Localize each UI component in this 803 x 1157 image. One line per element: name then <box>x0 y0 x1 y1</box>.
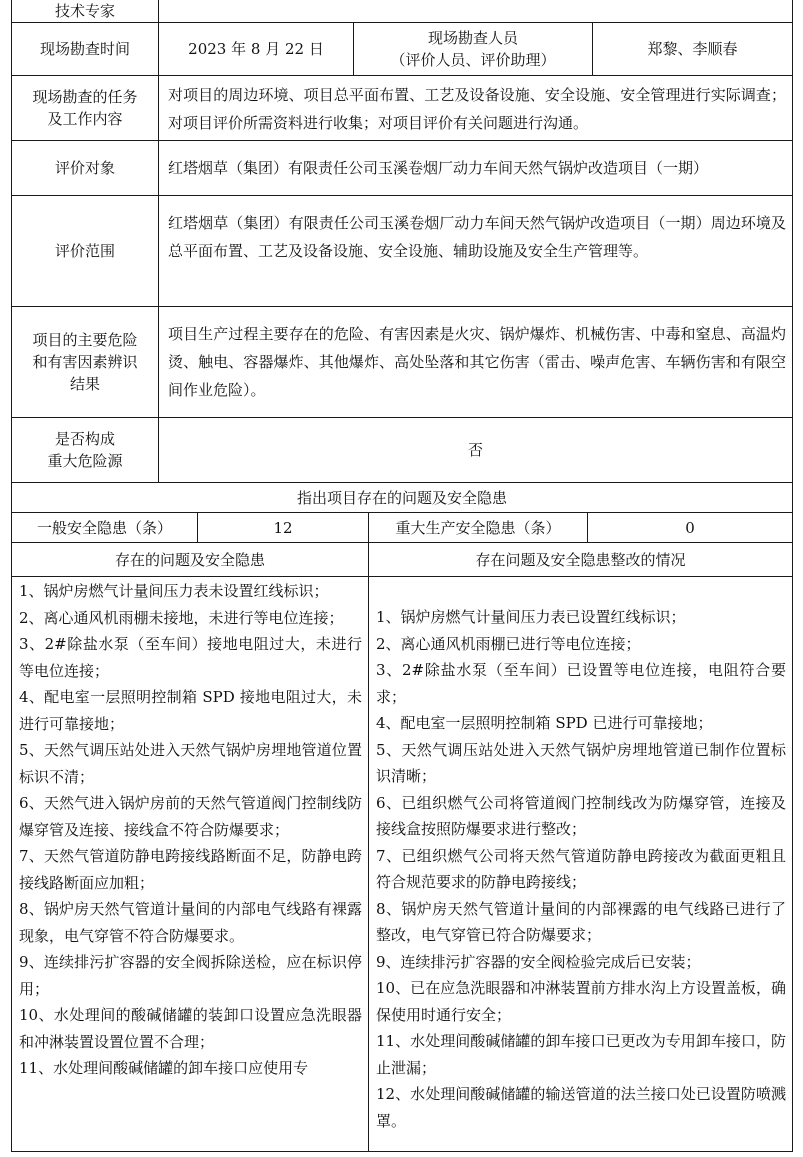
expert-label: 技术专家 <box>54 2 115 20</box>
list-item: 7、已组织燃气公司将天然气管道防静电跨接改为截面更粗且符合规范要求的防静电跨接线； <box>376 846 786 891</box>
major-hazard-count-label: 重大生产安全隐患（条） <box>395 518 561 537</box>
survey-time-label: 现场勘查时间 <box>39 40 130 58</box>
list-item: 8、锅炉房天然气管道计量间的内部裸露的电气线路已进行了整改，电气穿管已符合防爆要求； <box>376 899 786 944</box>
major-hazard-value: 否 <box>467 441 483 459</box>
list-item: 9、连续排污扩容器的安全阀拆除送检，应在标识停用； <box>19 953 362 998</box>
survey-staff-label: 现场勘查人员 （评价人员、评价助理） <box>390 29 556 69</box>
list-item: 2、离心通风机雨棚已进行等电位连接； <box>376 634 641 653</box>
general-hazard-count: 12 <box>273 518 293 537</box>
problems-column-header: 存在的问题及安全隐患 <box>114 550 265 569</box>
list-item: 3、2#除盐水泵（至车间）已设置等电位连接，电阻符合要求； <box>376 661 786 706</box>
list-item: 11、水处理间酸碱储罐的卸车接口已更改为专用卸车接口，防止泄漏； <box>376 1032 786 1077</box>
list-item: 6、天然气进入锅炉房前的天然气管道阀门控制线防爆穿管及连接、接线盒不符合防爆要求； <box>19 794 362 839</box>
list-item: 7、天然气管道防静电跨接线路断面不足，防静电跨接线路断面应加粗； <box>19 847 362 892</box>
major-hazard-count: 0 <box>685 518 695 537</box>
fixes-column-header: 存在问题及安全隐患整改的情况 <box>475 550 686 569</box>
task-label: 现场勘查的任务 及工作内容 <box>32 88 138 128</box>
evaluation-object-label: 评价对象 <box>54 159 115 177</box>
problems-list <box>19 578 362 1082</box>
list-item: 11、水处理间酸碱储罐的卸车接口应使用专 <box>19 1059 309 1077</box>
evaluation-scope-value: 红塔烟草（集团）有限责任公司玉溪卷烟厂动力车间天然气锅炉改造项目（一期）周边环境及总平面布置、工艺及设备设施、安全设施、辅助设施及安全生产管理等。 <box>168 214 786 260</box>
list-item: 9、连续排污扩容器的安全阀检验完成后已安装； <box>376 952 701 971</box>
list-item: 4、配电室一层照明控制箱 SPD 接地电阻过大，未进行可靠接地； <box>19 688 362 733</box>
list-item: 2、离心通风机雨棚未接地，未进行等电位连接； <box>19 608 344 627</box>
major-hazard-label: 是否构成 重大危险源 <box>47 430 123 470</box>
task-content: 对项目的周边环境、项目总平面布置、工艺及设备设施、安全设施、安全管理进行实际调查；对项目评价所需资料进行收集；对项目评价有关问题进行沟通。 <box>168 86 786 132</box>
list-item: 1、锅炉房燃气计量间压力表已设置红线标识； <box>376 608 686 626</box>
issues-section-title: 指出项目存在的问题及安全隐患 <box>296 488 507 507</box>
list-item: 10、水处理间的酸碱储罐的装卸口设置应急洗眼器和冲淋装置设置位置不合理； <box>19 1006 362 1051</box>
list-item: 5、天然气调压站处进入天然气锅炉房埋地管道已制作位置标识清晰； <box>376 740 786 785</box>
list-item: 10、已在应急洗眼器和冲淋装置前方排水沟上方设置盖板，确保使用时通行安全； <box>376 979 786 1024</box>
list-item: 5、天然气调压站处进入天然气锅炉房埋地管道位置标识不清； <box>19 741 362 786</box>
list-item: 3、2#除盐水泵（至车间）接地电阻过大，未进行等电位连接； <box>19 635 362 680</box>
list-item: 1、锅炉房燃气计量间压力表未设置红线标识； <box>19 582 329 600</box>
list-item: 12、水处理间酸碱储罐的输送管道的法兰接口处已设置防喷溅罩。 <box>376 1085 786 1130</box>
general-hazard-label: 一般安全隐患（条） <box>36 518 172 537</box>
evaluation-scope-label: 评价范围 <box>54 242 115 260</box>
list-item: 4、配电室一层照明控制箱 SPD 已进行可靠接地； <box>376 714 713 732</box>
hazard-value: 项目生产过程主要存在的危险、有害因素是火灾、锅炉爆炸、机械伤害、中毒和窒息、高温灼烫、触电、容器爆炸、其他爆炸、高处坠落和其它伤害（雷击、噪声危害、车辆伤害和有限空间作业危险）。 <box>168 325 786 399</box>
survey-staff-value: 郑黎、李顺春 <box>647 40 738 58</box>
survey-time-value: 2023 年 8 月 22 日 <box>188 40 324 58</box>
hazard-label: 项目的主要危险 和有害因素辨识 结果 <box>32 331 138 393</box>
evaluation-object-value: 红塔烟草（集团）有限责任公司玉溪卷烟厂动力车间天然气锅炉改造项目（一期） <box>168 159 709 177</box>
list-item: 8、锅炉房天然气管道计量间的内部电气线路有裸露现象，电气穿管不符合防爆要求。 <box>19 900 362 945</box>
fixes-list <box>376 604 786 1134</box>
list-item: 6、已组织燃气公司将管道阀门控制线改为防爆穿管，连接及接线盒按照防爆要求进行整改； <box>376 793 786 838</box>
